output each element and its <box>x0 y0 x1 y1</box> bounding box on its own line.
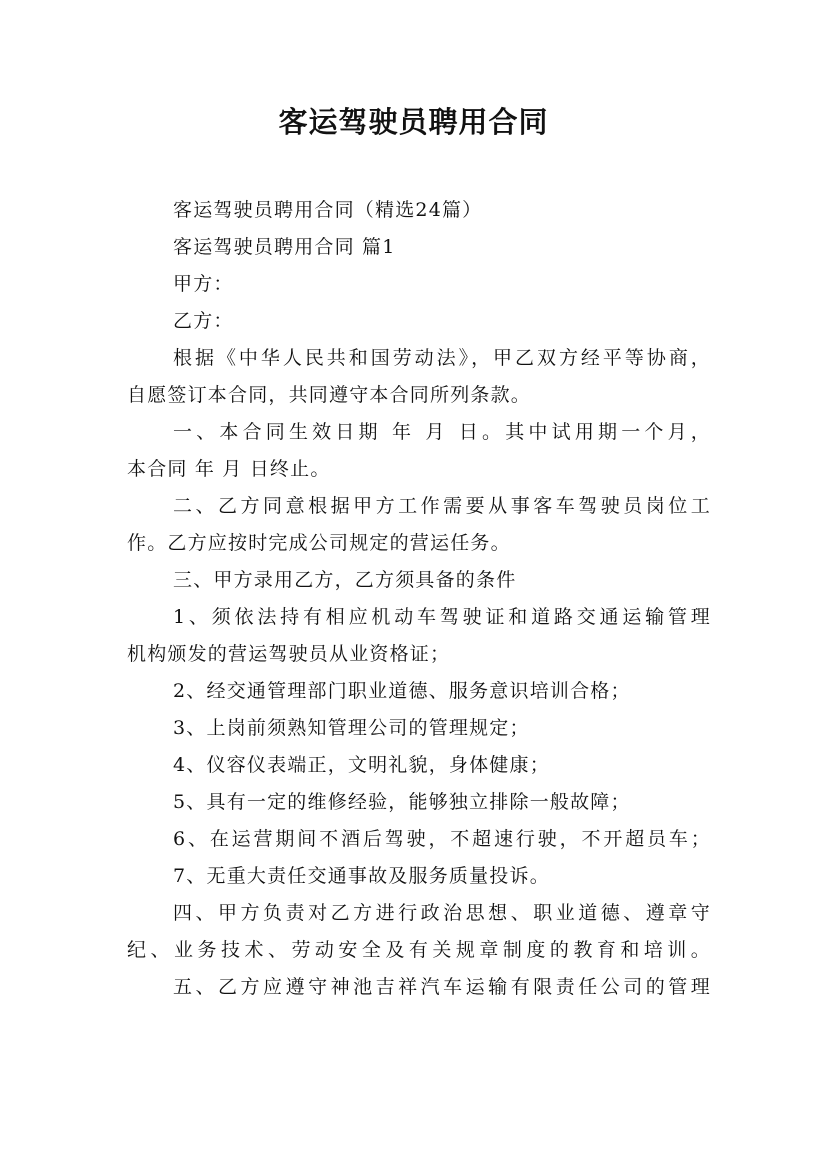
document-body <box>127 192 711 1006</box>
body-line: 2、经交通管理部门职业道德、服务意识培训合格； <box>173 680 631 702</box>
body-line: 1、须依法持有相应机动车驾驶证和道路交通运输管理 <box>173 606 711 628</box>
body-line: 5、具有一定的维修经验，能够独立排除一般故障； <box>173 791 631 813</box>
body-line: 甲方： <box>173 273 234 295</box>
document-title: 客运驾驶员聘用合同 <box>278 105 549 139</box>
body-line: 机构颁发的营运驾驶员从业资格证； <box>127 643 451 665</box>
body-line: 四、甲方负责对乙方进行政治思想、职业道德、遵章守 <box>173 902 711 924</box>
body-line: 根据《中华人民共和国劳动法》，甲乙双方经平等协商， <box>173 347 711 369</box>
body-line: 乙方： <box>173 310 234 332</box>
body-line: 客运驾驶员聘用合同（精选24篇） <box>173 199 483 221</box>
body-line: 4、仪容仪表端正，文明礼貌，身体健康； <box>173 754 550 776</box>
body-line: 7、无重大责任交通事故及服务质量投诉。 <box>173 865 550 887</box>
body-line: 三、甲方录用乙方，乙方须具备的条件 <box>173 569 517 591</box>
body-line: 五、乙方应遵守神池吉祥汽车运输有限责任公司的管理 <box>173 976 711 998</box>
body-line: 6、在运营期间不酒后驾驶，不超速行驶，不开超员车； <box>173 828 711 850</box>
body-line: 客运驾驶员聘用合同 篇1 <box>173 236 396 258</box>
body-line: 本合同 年 月 日终止。 <box>127 458 331 480</box>
body-line: 3、上岗前须熟知管理公司的管理规定； <box>173 717 530 739</box>
body-line: 二、乙方同意根据甲方工作需要从事客车驾驶员岗位工 <box>173 495 711 517</box>
body-line: 一、本合同生效日期 年 月 日。其中试用期一个月， <box>173 421 711 443</box>
body-line: 作。乙方应按时完成公司规定的营运任务。 <box>127 532 511 554</box>
body-line: 纪、业务技术、劳动安全及有关规章制度的教育和培训。 <box>127 939 711 961</box>
body-line: 自愿签订本合同，共同遵守本合同所列条款。 <box>127 384 532 406</box>
